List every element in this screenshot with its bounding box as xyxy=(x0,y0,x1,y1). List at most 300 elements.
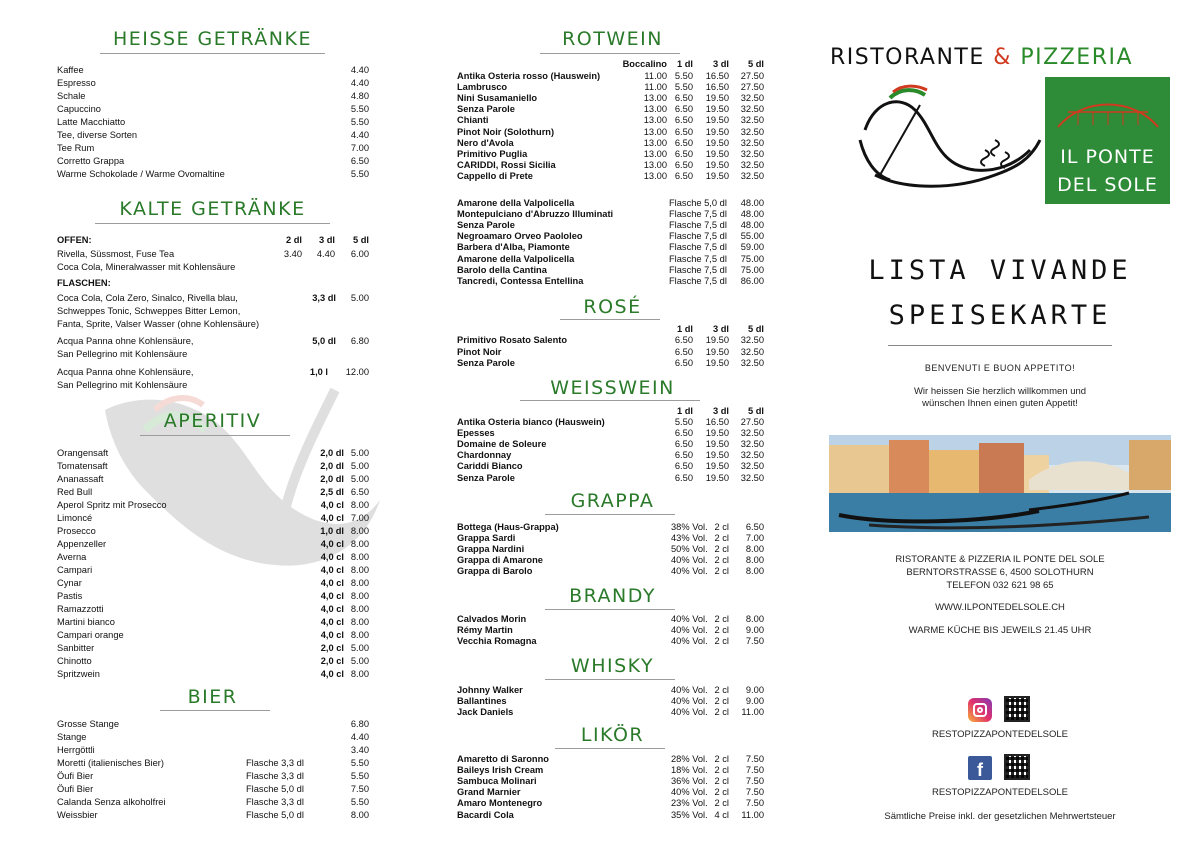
item-size: 2 cl xyxy=(714,566,729,577)
item-name: Amarone della Valpolicella xyxy=(457,198,575,208)
item-name: Limoncé xyxy=(57,513,93,523)
item-name: Espresso xyxy=(57,78,96,88)
item-size: 2 cl xyxy=(714,555,729,566)
item-price: 4.40 xyxy=(350,65,369,75)
item-price: 8.00 xyxy=(350,617,369,627)
weisswein-title: WEISSWEIN xyxy=(550,377,675,399)
qr-code-facebook xyxy=(1004,754,1030,780)
list-item xyxy=(57,116,372,128)
item-name: Martini bianco xyxy=(57,617,115,627)
item-vol: 40% Vol. xyxy=(671,787,708,798)
item-name: Antika Osteria bianco (Hauswein) xyxy=(457,417,605,427)
list-item xyxy=(57,783,372,795)
item-size: 4,0 cl xyxy=(320,578,344,588)
item-size: 2 cl xyxy=(714,544,729,555)
list-item xyxy=(57,551,372,563)
item-name: Bottega (Haus-Grappa) xyxy=(457,522,559,532)
item-price: 16.50 xyxy=(705,71,729,81)
item-price: 32.50 xyxy=(740,93,764,104)
item-price: 6.50 xyxy=(674,358,693,368)
item-price: 6.50 xyxy=(674,450,693,461)
address-line1: RISTORANTE & PIZZERIA IL PONTE DEL SOLE xyxy=(895,554,1105,565)
list-item xyxy=(457,357,772,369)
item-price: 32.50 xyxy=(740,335,764,345)
item-price: 6.50 xyxy=(674,159,693,170)
item-price: 7.50 xyxy=(745,798,764,809)
item-price: 32.50 xyxy=(740,159,764,170)
item-price: 6.50 xyxy=(674,170,693,181)
item-price: 5.00 xyxy=(350,448,369,458)
item-vol: 36% Vol. xyxy=(671,776,708,787)
item-price: 32.50 xyxy=(740,137,764,148)
item-name: Pastis xyxy=(57,591,83,601)
heisse-title: HEISSE GETRÄNKE xyxy=(112,28,312,50)
item-vol: 35% Vol. xyxy=(671,809,708,820)
item-price: 13.00 xyxy=(643,148,667,159)
item-name: Amarone della Valpolicella xyxy=(457,253,575,264)
list-item xyxy=(57,499,372,511)
rose-title: ROSÉ xyxy=(583,296,642,318)
item-price: 6.50 xyxy=(674,335,693,345)
list-item: San Pellegrino mit Kohlensäure xyxy=(57,349,188,359)
item-price: 9.00 xyxy=(745,625,764,636)
item-price: 13.00 xyxy=(643,93,667,104)
item-size: Flasche 7,5 dl xyxy=(669,253,727,264)
hdr-5dl: 5 dl xyxy=(352,235,369,245)
item-size: 2 cl xyxy=(714,765,729,776)
item-name: Bacardi Cola xyxy=(457,809,514,820)
item-size: 4,0 cl xyxy=(320,513,344,523)
item-price: 7.50 xyxy=(745,636,764,647)
item-size: 4 cl xyxy=(714,809,729,820)
list-item: Schweppes Tonic, Schweppes Bitter Lemon, xyxy=(57,306,241,316)
item-price: 6.50 xyxy=(674,148,693,159)
item-name: Calanda Senza alkoholfrei xyxy=(57,797,166,807)
item-size: 2 cl xyxy=(714,696,729,707)
item-size: 4,0 cl xyxy=(320,500,344,510)
item-price: 32.50 xyxy=(740,358,764,368)
item-price: 5.50 xyxy=(350,771,369,781)
item-price: 32.50 xyxy=(740,115,764,126)
item-name: Grappa Nardini xyxy=(457,544,525,555)
item-name: Senza Parole xyxy=(457,220,515,231)
item-name: Amaro Montenegro xyxy=(457,798,543,809)
item-name: Epesses xyxy=(457,428,495,439)
whisky-title: WHISKY xyxy=(570,655,655,677)
item-name: Corretto Grappa xyxy=(57,156,125,166)
item-price: 19.50 xyxy=(705,104,729,115)
kitchen-hours: WARME KÜCHE BIS JEWEILS 21.45 UHR xyxy=(908,625,1092,636)
list-item xyxy=(57,770,372,782)
item-price: 32.50 xyxy=(740,346,764,357)
item-price: 19.50 xyxy=(705,461,729,472)
item-name: Cariddi Bianco xyxy=(457,461,523,472)
item-name: Weissbier xyxy=(57,810,98,820)
item-name: Campari orange xyxy=(57,630,124,640)
item-price: 6.50 xyxy=(674,104,693,115)
item-size: 4,0 cl xyxy=(320,552,344,562)
item-name: Nero d'Avola xyxy=(457,137,514,148)
item-price: 19.50 xyxy=(705,159,729,170)
item-price: 8.00 xyxy=(350,539,369,549)
list-item xyxy=(57,757,372,769)
item-name: Johnny Walker xyxy=(457,685,523,695)
item-name: Cappello di Prete xyxy=(457,170,533,181)
item-name: CARIDDI, Rossi Sicilia xyxy=(457,159,556,170)
item-price: 4.80 xyxy=(350,91,369,101)
item-price: 27.50 xyxy=(740,71,764,81)
item-size: 2 cl xyxy=(714,614,729,624)
rotwein-title: ROTWEIN xyxy=(562,28,663,50)
item-price: 6.50 xyxy=(674,346,693,357)
instagram-handle[interactable]: RESTOPIZZAPONTEDELSOLE xyxy=(931,729,1069,740)
list-item: Acqua Panna ohne Kohlensäure, xyxy=(57,336,194,346)
instagram-icon[interactable] xyxy=(968,698,992,722)
list-item xyxy=(457,565,772,577)
item-name: Rémy Martin xyxy=(457,625,513,636)
gondola-logo-icon xyxy=(845,80,1055,200)
item-price: 7.50 xyxy=(745,754,764,764)
item-name: Amaretto di Saronno xyxy=(457,754,549,764)
item-name: Tee Rum xyxy=(57,143,95,153)
item-size: 2 cl xyxy=(714,787,729,798)
item-size: 4,0 cl xyxy=(320,630,344,640)
item-size: 2 cl xyxy=(714,776,729,787)
item-price: 11.00 xyxy=(644,71,667,81)
item-size: Flasche 7,5 dl xyxy=(669,275,727,286)
benvenuti-text: BENVENUTI E BUON APPETITO! xyxy=(924,363,1076,373)
item-name: Schale xyxy=(57,91,86,101)
item-price: 6.50 xyxy=(674,115,693,126)
item-price: 19.50 xyxy=(705,93,729,104)
item-price: 32.50 xyxy=(740,461,764,472)
list-item: Fanta, Sprite, Valser Wasser (ohne Kohlensäure) xyxy=(57,319,260,329)
item-name: Öufi Bier xyxy=(57,784,94,794)
list-item xyxy=(57,668,372,680)
list-item xyxy=(57,486,372,498)
item-price: 8.00 xyxy=(350,500,369,510)
item-size: Flasche 3,3 dl xyxy=(246,771,304,781)
list-item: Rivella, Süssmost, Fuse Tea 3.40 4.40 6.00 xyxy=(57,249,369,259)
item-price: 86.00 xyxy=(740,275,764,286)
item-name: Warme Schokolade / Warme Ovomaltine xyxy=(57,169,225,179)
item-size: 4,0 cl xyxy=(320,617,344,627)
divider xyxy=(545,679,675,680)
bridge-icon xyxy=(1053,87,1163,137)
item-vol: 28% Vol. xyxy=(671,754,708,764)
column-brand xyxy=(800,0,1200,848)
item-price: 13.00 xyxy=(643,170,667,181)
item-price: 75.00 xyxy=(740,264,764,275)
item-name: Spritzwein xyxy=(57,669,100,679)
item-vol: 40% Vol. xyxy=(671,696,708,707)
list-item xyxy=(57,460,372,472)
item-price: 8.00 xyxy=(745,555,764,566)
list-item xyxy=(57,447,372,459)
item-name: Pinot Noir (Solothurn) xyxy=(457,126,555,137)
item-size: 2 cl xyxy=(714,636,729,647)
item-size: 2,0 dl xyxy=(320,474,344,484)
item-size: 2 cl xyxy=(714,522,729,532)
item-name: Chianti xyxy=(457,115,489,126)
item-name: Grappa Sardi xyxy=(457,533,516,544)
item-price: 9.00 xyxy=(745,685,764,695)
offen-label: OFFEN: xyxy=(57,235,92,245)
item-name: Prosecco xyxy=(57,526,96,536)
list-item xyxy=(57,155,372,167)
item-price: 27.50 xyxy=(740,82,764,93)
item-name: Stange xyxy=(57,732,87,742)
item-price: 5.50 xyxy=(674,71,693,81)
item-size: 2 cl xyxy=(714,754,729,764)
item-name: Senza Parole xyxy=(457,472,515,483)
logo-line1: IL PONTE xyxy=(1060,146,1155,168)
item-price: 6.50 xyxy=(674,428,693,439)
item-size: 2 cl xyxy=(714,533,729,544)
item-price: 8.00 xyxy=(745,614,764,624)
kalte-title: KALTE GETRÄNKE xyxy=(119,198,306,220)
item-price: 7.00 xyxy=(350,513,369,523)
item-size: Flasche 5,0 dl xyxy=(669,198,727,208)
venice-photo xyxy=(829,435,1171,532)
kalte-offen-header xyxy=(57,234,372,246)
item-price: 48.00 xyxy=(740,198,764,208)
item-name: Senza Parole xyxy=(457,358,515,368)
item-price: 7.00 xyxy=(745,533,764,544)
item-size: Flasche 7,5 dl xyxy=(669,242,727,253)
address-line2: BERNTORSTRASSE 6, 4500 SOLOTHURN xyxy=(906,567,1094,578)
item-name: Barolo della Cantina xyxy=(457,264,547,275)
item-price: 5.50 xyxy=(350,104,369,114)
item-vol: 18% Vol. xyxy=(671,765,708,776)
item-price: 11.00 xyxy=(644,82,667,93)
item-price: 19.50 xyxy=(705,472,729,483)
item-price: 5.50 xyxy=(674,82,693,93)
list-item xyxy=(57,473,372,485)
likoer-title: LIKÖR xyxy=(580,724,645,746)
item-price: 13.00 xyxy=(643,137,667,148)
item-price: 8.00 xyxy=(350,578,369,588)
item-price: 75.00 xyxy=(740,253,764,264)
item-size: Flasche 5,0 dl xyxy=(246,810,304,820)
item-size: Flasche 3,3 dl xyxy=(246,797,304,807)
aperitiv-title: APERITIV xyxy=(163,410,262,432)
item-name: Averna xyxy=(57,552,87,562)
item-price: 48.00 xyxy=(740,220,764,231)
item-price: 8.00 xyxy=(350,604,369,614)
item-size: 2,0 dl xyxy=(320,448,344,458)
item-size: 4,0 cl xyxy=(320,565,344,575)
item-price: 6.50 xyxy=(745,522,764,532)
item-price: 32.50 xyxy=(740,428,764,439)
item-name: Chinotto xyxy=(57,656,92,666)
item-price: 8.00 xyxy=(350,591,369,601)
brand-ristorante: RISTORANTE xyxy=(830,45,985,70)
list-item xyxy=(57,809,372,821)
item-price: 6.50 xyxy=(674,461,693,472)
item-name: Grappa di Barolo xyxy=(457,566,533,577)
welcome-line2: wünschen Ihnen einen guten Appetit! xyxy=(922,398,1078,409)
item-price: 32.50 xyxy=(740,126,764,137)
divider xyxy=(560,319,660,320)
phone: TELEFON 032 621 98 65 xyxy=(946,580,1054,591)
item-name: Primitivo Puglia xyxy=(457,148,528,159)
list-item: Coca Cola, Cola Zero, Sinalco, Rivella blau, xyxy=(57,293,238,303)
item-name: Domaine de Soleure xyxy=(457,439,547,450)
item-name: Tee, diverse Sorten xyxy=(57,130,138,140)
item-vol: 38% Vol. xyxy=(671,522,708,532)
item-price: 13.00 xyxy=(643,126,667,137)
item-name: Senza Parole xyxy=(457,104,515,115)
item-vol: 40% Vol. xyxy=(671,685,708,695)
item-price: 19.50 xyxy=(705,137,729,148)
item-size: 2 cl xyxy=(714,798,729,809)
divider xyxy=(555,748,665,749)
item-name: Ramazzotti xyxy=(57,604,104,614)
item-price: 8.00 xyxy=(350,565,369,575)
qr-code-instagram xyxy=(1004,696,1030,722)
item-name: Calvados Morin xyxy=(457,614,527,624)
item-price: 6.50 xyxy=(350,487,369,497)
divider xyxy=(545,609,675,610)
list-item xyxy=(457,472,772,484)
item-vol: 43% Vol. xyxy=(671,533,708,544)
item-price: 19.50 xyxy=(705,335,729,345)
item-name: Latte Macchiatto xyxy=(57,117,126,127)
item-size: 2 cl xyxy=(714,625,729,636)
item-size: Flasche 5,0 dl xyxy=(246,784,304,794)
item-size: Flasche 7,5 dl xyxy=(669,264,727,275)
weisswein-header: 1 dl 3 dl 5 dl xyxy=(676,406,764,416)
item-price: 59.00 xyxy=(740,242,764,253)
list-item-price: 3,3 dl 5.00 xyxy=(312,293,369,303)
item-size: 2,0 cl xyxy=(320,656,344,666)
item-price: 9.00 xyxy=(745,696,764,707)
logo-box xyxy=(1045,77,1170,204)
item-size: 4,0 cl xyxy=(320,604,344,614)
item-price: 13.00 xyxy=(643,115,667,126)
item-price: 16.50 xyxy=(705,417,729,427)
item-price: 32.50 xyxy=(740,439,764,450)
website-link[interactable]: WWW.ILPONTEDELSOLE.CH xyxy=(935,602,1065,613)
item-price: 8.00 xyxy=(745,566,764,577)
item-size: 4,0 cl xyxy=(320,539,344,549)
item-price: 19.50 xyxy=(705,428,729,439)
list-item xyxy=(57,731,372,743)
item-name: Grand Marnier xyxy=(457,787,521,798)
list-item xyxy=(457,334,772,346)
item-price: 32.50 xyxy=(740,472,764,483)
welcome-line1: Wir heissen Sie herzlich willkommen und xyxy=(913,386,1087,397)
item-name: Barbera d'Alba, Piamonte xyxy=(457,242,570,253)
list-item xyxy=(57,168,372,180)
list-item xyxy=(57,103,372,115)
list-item: Coca Cola, Mineralwasser mit Kohlensäure xyxy=(57,262,236,272)
item-name: Antika Osteria rosso (Hauswein) xyxy=(457,71,601,81)
item-name: Negroamaro Orveo Paololeo xyxy=(457,231,583,242)
item-size: 1,0 dl xyxy=(320,526,344,536)
item-name: Nini Susamaniello xyxy=(457,93,538,104)
facebook-handle[interactable]: RESTOPIZZAPONTEDELSOLE xyxy=(931,787,1069,798)
item-price: 5.50 xyxy=(350,758,369,768)
list-item xyxy=(57,525,372,537)
item-size: 2 cl xyxy=(714,707,729,718)
item-vol: 40% Vol. xyxy=(671,614,708,624)
vat-footnote: Sämtliche Preise inkl. der gesetzlichen Mehrwertsteuer xyxy=(884,811,1116,822)
list-item xyxy=(457,170,772,182)
facebook-icon[interactable]: f xyxy=(968,756,992,780)
item-name: Red Bull xyxy=(57,487,93,497)
item-price: 19.50 xyxy=(705,439,729,450)
flaschen-label: FLASCHEN: xyxy=(57,278,111,288)
list-item xyxy=(457,635,772,647)
item-price: 32.50 xyxy=(740,148,764,159)
item-price: 5.50 xyxy=(350,797,369,807)
item-name: Jack Daniels xyxy=(457,707,514,718)
item-vol: 50% Vol. xyxy=(671,544,708,555)
list-item xyxy=(57,655,372,667)
list-item: San Pellegrino mit Kohlensäure xyxy=(57,380,188,390)
item-name: Chardonnay xyxy=(457,450,512,461)
brand-amp: & xyxy=(993,45,1012,70)
divider xyxy=(545,514,675,515)
item-price: 6.50 xyxy=(674,126,693,137)
item-name: Sanbitter xyxy=(57,643,95,653)
list-item xyxy=(57,744,372,756)
list-item xyxy=(57,77,372,89)
item-size: Flasche 7,5 dl xyxy=(669,220,727,231)
item-price: 7.50 xyxy=(350,784,369,794)
list-item xyxy=(57,616,372,628)
item-price: 5.00 xyxy=(350,656,369,666)
list-item xyxy=(57,642,372,654)
rotwein-header: Boccalino 1 dl 3 dl 5 dl xyxy=(622,59,764,69)
speisekarte-title: SPEISEKARTE xyxy=(888,300,1112,331)
item-price: 5.00 xyxy=(350,643,369,653)
list-item xyxy=(57,629,372,641)
item-vol: 40% Vol. xyxy=(671,566,708,577)
item-size: 2,0 dl xyxy=(320,461,344,471)
divider xyxy=(888,345,1112,346)
item-price: 55.00 xyxy=(740,231,764,242)
item-price: 8.00 xyxy=(350,526,369,536)
list-item-price: 1,0 l 12.00 xyxy=(309,367,369,377)
item-name: Vecchia Romagna xyxy=(457,636,537,647)
list-item xyxy=(57,603,372,615)
item-price: 7.00 xyxy=(350,143,369,153)
item-price: 16.50 xyxy=(705,82,729,93)
item-name: Appenzeller xyxy=(57,539,107,549)
list-item xyxy=(57,590,372,602)
list-item xyxy=(57,538,372,550)
hdr-2dl: 2 dl xyxy=(285,235,302,245)
list-item xyxy=(57,512,372,524)
list-item: Acqua Panna ohne Kohlensäure, xyxy=(57,367,194,377)
item-vol: 40% Vol. xyxy=(671,625,708,636)
item-name: Primitivo Rosato Salento xyxy=(457,335,568,345)
item-name: Sambuca Molinari xyxy=(457,776,537,787)
item-vol: 40% Vol. xyxy=(671,555,708,566)
list-item xyxy=(457,809,772,821)
item-name: Cynar xyxy=(57,578,82,588)
item-price: 4.40 xyxy=(350,732,369,742)
list-item xyxy=(57,718,372,730)
item-size: 4,0 cl xyxy=(320,669,344,679)
item-size: 2,5 dl xyxy=(320,487,344,497)
list-item xyxy=(57,90,372,102)
item-name: Öufi Bier xyxy=(57,771,94,781)
divider xyxy=(100,53,325,54)
